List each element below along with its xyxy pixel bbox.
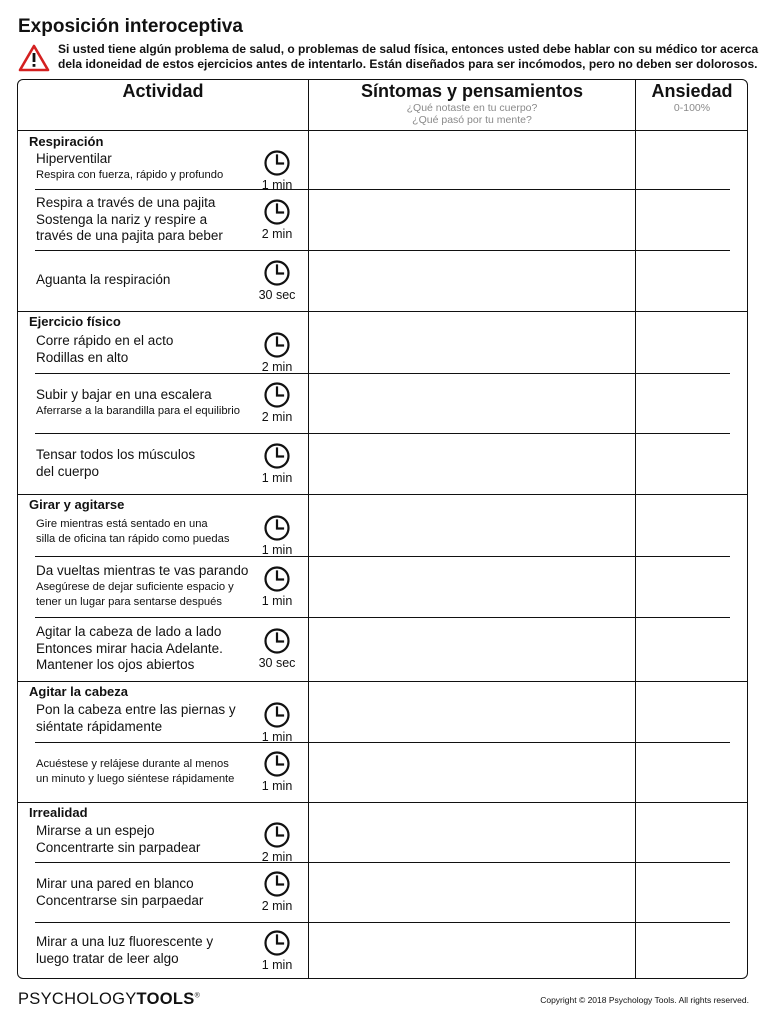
activity-detail: Gire mientras está sentado en una (36, 518, 208, 530)
timer-duration: 1 min (261, 779, 293, 793)
row-divider (35, 922, 730, 923)
activity-line: Entonces mirar hacia Adelante. (36, 640, 223, 656)
activity-description (36, 151, 261, 183)
activity-description (36, 823, 261, 856)
timer-duration: 1 min (261, 594, 293, 608)
activity-line: Agitar la cabeza de lado a lado (36, 624, 222, 639)
section-title: Ejercicio físico (29, 314, 121, 329)
timer-duration: 2 min (261, 360, 293, 374)
activity-line: Pon la cabeza entre las piernas y (36, 702, 236, 717)
section-divider (18, 311, 747, 312)
symptoms-header-label: Síntomas y pensamientos (360, 81, 584, 101)
activity-description (36, 563, 261, 610)
activity-line: Mirar a una luz fluorescente y (36, 934, 214, 949)
timer-duration: 1 min (261, 958, 293, 972)
activity-timer (255, 442, 299, 485)
timer-icon (263, 701, 291, 729)
activity-timer (255, 701, 299, 744)
activity-line: Mirar una pared en blanco (36, 876, 194, 891)
activity-line: Concentrarse sin parpaedar (36, 892, 204, 908)
timer-icon (263, 627, 291, 655)
logo-registered-mark: ® (194, 992, 201, 1000)
timer-icon (263, 565, 291, 593)
activity-line: Concentrarte sin parpadear (36, 839, 201, 855)
row-divider (35, 617, 730, 618)
timer-duration: 30 sec (258, 656, 296, 670)
row-divider (35, 189, 730, 190)
activity-line: Mirarse a un espejo (36, 823, 155, 838)
activity-line: Respira a través de una pajita (36, 195, 216, 210)
timer-icon (263, 514, 291, 542)
logo-text-regular: PSYCHOLOGY (18, 990, 137, 1008)
activity-timer (255, 870, 299, 913)
timer-duration: 1 min (261, 178, 293, 192)
timer-icon (263, 750, 291, 778)
timer-icon (263, 149, 291, 177)
activity-line: través de una pajita para beber (36, 228, 223, 243)
activity-description (36, 447, 261, 480)
activity-description (36, 333, 261, 366)
row-divider (35, 433, 730, 434)
activity-line: luego tratar de leer algo (36, 950, 179, 966)
activity-timer (255, 750, 299, 793)
activity-detail: Acuéstese y relájese durante al menos (36, 758, 229, 770)
header-divider (18, 130, 747, 131)
timer-icon (263, 331, 291, 359)
activity-header-label: Actividad (122, 81, 204, 101)
activity-timer (255, 198, 299, 241)
column-divider (308, 79, 309, 979)
activity-line: Mantener los ojos abiertos (36, 657, 195, 672)
timer-icon (263, 821, 291, 849)
row-divider (35, 862, 730, 863)
activity-detail: Respira con fuerza, rápido y profundo (36, 168, 224, 181)
activity-detail: tener un lugar para sentarse después (36, 595, 222, 608)
section-divider (18, 681, 747, 682)
health-warning (58, 42, 759, 72)
symptoms-subheading-body: ¿Qué notaste en tu cuerpo? (406, 102, 538, 114)
activity-line: Tensar todos los músculos (36, 447, 196, 462)
activity-line: siéntate rápidamente (36, 718, 163, 734)
activity-description (36, 272, 261, 289)
activity-detail: silla de oficina tan rápido como puedas (36, 533, 230, 545)
activity-timer (255, 514, 299, 557)
row-divider (35, 250, 730, 251)
symptoms-subheading-mind: ¿Qué pasó por tu mente? (412, 114, 532, 126)
warning-icon (18, 44, 50, 72)
activity-description (36, 517, 261, 547)
anxiety-header-label: Ansiedad (651, 81, 733, 101)
activity-line: del cuerpo (36, 463, 100, 479)
activity-timer (255, 821, 299, 864)
section-title: Girar y agitarse (29, 497, 125, 512)
timer-icon (263, 381, 291, 409)
activity-line: Da vueltas mientras te vas parando (36, 563, 249, 578)
copyright-notice: Copyright © 2018 Psychology Tools. All rights reserved. (540, 995, 749, 1005)
psychology-tools-logo (18, 990, 200, 1009)
activity-header (18, 81, 308, 102)
activity-timer (255, 627, 299, 670)
activity-line: Aguanta la respiración (36, 272, 171, 287)
activity-line: Subir y bajar en una escalera (36, 387, 212, 402)
activity-timer (255, 565, 299, 608)
timer-icon (263, 442, 291, 470)
timer-duration: 2 min (261, 899, 293, 913)
timer-icon (263, 929, 291, 957)
activity-description (36, 876, 261, 909)
column-divider (635, 79, 636, 979)
anxiety-scale-label: 0-100% (673, 102, 711, 114)
timer-duration: 2 min (261, 850, 293, 864)
section-title: Agitar la cabeza (29, 684, 128, 699)
page-title: Exposición interoceptiva (18, 16, 243, 37)
timer-duration: 30 sec (258, 288, 296, 302)
section-divider (18, 494, 747, 495)
activity-timer (255, 331, 299, 374)
activity-detail: Aferrarse a la barandilla para el equilibrio (36, 404, 240, 417)
logo-text-bold: TOOLS (136, 990, 195, 1008)
activity-detail: Asegúrese de dejar suficiente espacio y (36, 580, 234, 593)
timer-icon (263, 870, 291, 898)
activity-description (36, 195, 261, 245)
timer-duration: 2 min (261, 227, 293, 241)
timer-icon (263, 198, 291, 226)
activity-description (36, 624, 261, 674)
row-divider (35, 556, 730, 557)
warning-line-1: Si usted tiene algún problema de salud, o problemas de salud física, entonces usted debe hablar con su médico tor acerca (58, 42, 759, 56)
timer-icon (263, 259, 291, 287)
activity-timer (255, 929, 299, 972)
symptoms-header (309, 81, 635, 126)
activity-description (36, 702, 261, 735)
row-divider (35, 373, 730, 374)
section-divider (18, 802, 747, 803)
row-divider (35, 742, 730, 743)
activity-line: Corre rápido en el acto (36, 333, 174, 348)
activity-description (36, 934, 261, 967)
timer-duration: 1 min (261, 471, 293, 485)
activity-line: Rodillas en alto (36, 349, 129, 365)
activity-line: Sostenga la nariz y respire a (36, 211, 208, 227)
timer-duration: 1 min (261, 730, 293, 744)
activity-timer (255, 149, 299, 192)
section-title: Irrealidad (29, 805, 88, 820)
section-title: Respiración (29, 134, 104, 149)
activity-description (36, 387, 261, 419)
activity-detail: un minuto y luego siéntese rápidamente (36, 773, 235, 785)
activity-timer (255, 381, 299, 424)
activity-timer (255, 259, 299, 302)
anxiety-header (636, 81, 748, 114)
timer-duration: 1 min (261, 543, 293, 557)
activity-description (36, 757, 261, 787)
activity-line: Hiperventilar (36, 151, 112, 166)
timer-duration: 2 min (261, 410, 293, 424)
warning-line-2: dela idoneidad de estos ejercicios antes de intentarlo. Están diseñados para ser incómodos, pero no deben ser dolorosos. (58, 57, 758, 71)
